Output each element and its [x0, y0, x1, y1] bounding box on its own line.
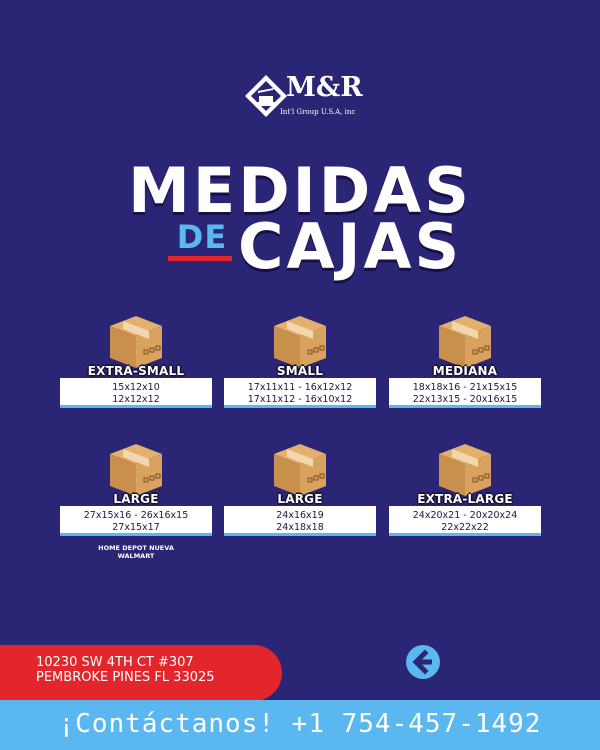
title-connector: DE [176, 218, 228, 256]
size-line: 17x11x12 - 16x10x12 [247, 393, 353, 405]
size-label: SMALL [276, 364, 324, 378]
size-line: 17x11x11 - 16x12x12 [247, 382, 353, 393]
box-icon [433, 312, 497, 370]
logo-name: M&R [286, 72, 363, 103]
logo-subtitle: Int'l Group U.S.A, inc [280, 108, 356, 116]
title-line1: MEDIDAS [128, 154, 472, 227]
address-line: 10230 SW 4TH CT #307 [36, 655, 194, 670]
store-note: HOME DEPOT NUEVA WALMART [98, 544, 174, 560]
size-line: 24x20x21 - 20x20x24 [412, 510, 518, 521]
box-icon [104, 312, 168, 370]
size-line: 27x15x17 [112, 521, 160, 533]
address-line: PEMBROKE PINES FL 33025 [36, 670, 215, 685]
size-label: EXTRA-SMALL [87, 364, 185, 378]
size-line: 24x16x19 [276, 510, 324, 521]
size-line: 15x12x10 [112, 382, 160, 393]
box-icon [433, 440, 497, 498]
size-label: LARGE [277, 492, 323, 506]
address [36, 655, 215, 685]
size-label: EXTRA-LARGE [417, 492, 513, 506]
size-line: 12x12x12 [112, 393, 160, 405]
box-icon [104, 440, 168, 498]
contact-phone[interactable]: ¡Contáctanos! +1 754-457-1492 [58, 709, 542, 739]
size-values [389, 506, 541, 536]
size-values [224, 378, 376, 408]
box-icon [268, 440, 332, 498]
arrow-left-icon[interactable] [405, 644, 441, 680]
size-label: MEDIANA [432, 364, 498, 378]
size-line: 18x18x16 - 21x15x15 [412, 382, 518, 393]
company-logo [244, 72, 363, 124]
size-values [224, 506, 376, 536]
size-values [60, 378, 212, 408]
size-values [389, 378, 541, 408]
size-line: 22x22x22 [441, 521, 489, 533]
size-values [60, 506, 212, 536]
size-label: LARGE [113, 492, 159, 506]
title-underline [168, 256, 232, 261]
size-line: 27x15x16 - 26x16x15 [83, 510, 189, 521]
title-line2: CAJAS [238, 210, 463, 283]
box-icon [268, 312, 332, 370]
size-line: 22x13x15 - 20x16x15 [412, 393, 518, 405]
size-line: 24x18x18 [276, 521, 324, 533]
